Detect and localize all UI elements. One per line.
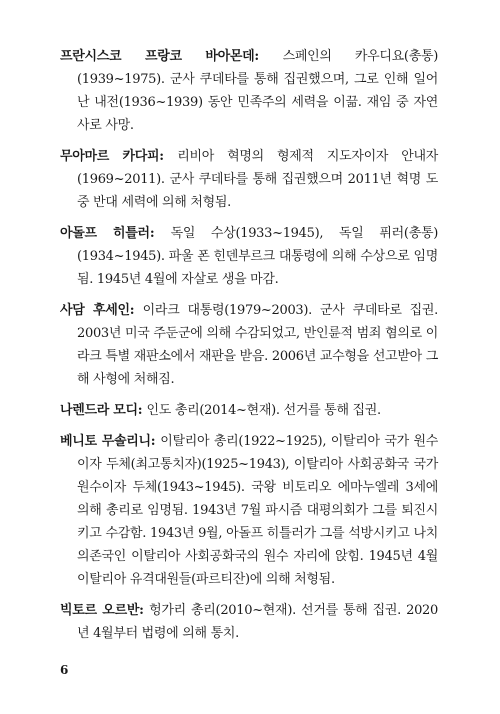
- entry-text: 인도 총리(2014~현재). 선거를 통해 집권.: [146, 403, 381, 418]
- entry-name: 베니토 무솔리니: [60, 434, 151, 449]
- page-number: 6: [60, 663, 69, 677]
- entry-hitler: [60, 222, 438, 291]
- entry-text: 리비아 혁명의 형제적 지도자이자 안내자(1969~2011). 군사 쿠데타를 통해 집권했으며 2011년 혁명 도중 반대 세력에 의해 처형됨.: [77, 149, 438, 210]
- entry-separator: :: [139, 603, 150, 618]
- entry-separator: :: [159, 149, 178, 164]
- entry-separator: :: [150, 434, 161, 449]
- entry-separator: :: [137, 403, 147, 418]
- entry-separator: :: [129, 303, 143, 318]
- entry-text: 헝가리 총리(2010~현재). 선거를 통해 집권. 2020년 4월부터 법령에 의해 통치.: [77, 603, 438, 641]
- entry-text: 독일 수상(1933~1945), 독일 퓌러(총통)(1934~1945). 파울 폰 힌덴부르크 대통령에 의해 수상으로 임명됨. 1945년 4월에 자살로 생을 마감.: [77, 226, 438, 287]
- entry-name: 아돌프 히틀러: [60, 226, 150, 241]
- entry-gaddafi: [60, 145, 438, 214]
- entry-modi: [60, 399, 438, 422]
- entry-name: 사담 후세인: [60, 303, 130, 318]
- entry-franco: [60, 45, 438, 137]
- entry-hussein: [60, 299, 438, 391]
- entry-separator: :: [149, 226, 171, 241]
- entry-text: 스페인의 카우디요(총통)(1939~1975). 군사 쿠데타를 통해 집권했으며, 그로 인해 일어난 내전(1936~1939) 동안 민족주의 세력을 이끎. 재임 중 자연사로 사망.: [77, 49, 438, 133]
- entry-name: 빅토르 오르반: [60, 603, 140, 618]
- entry-list: [60, 45, 438, 653]
- entry-separator: :: [254, 49, 283, 64]
- entry-name: 나렌드라 모디: [60, 403, 138, 418]
- entry-orban: [60, 599, 438, 645]
- entry-name: 프란시스코 프랑코 바아몬데: [60, 49, 255, 64]
- entry-text: 이탈리아 총리(1922~1925), 이탈리아 국가 원수이자 두체(최고통치자)(1925~1943), 이탈리아 사회공화국 국가 원수이자 두체(1943~1945). 국왕 비토리오 에마누엘레 3세에 의해 총리로 임명됨. 1943년 7월 파시즘 대평의회가 그를 퇴진시키고 수감함. 1943년 9월, 아돌프 히틀러가 그를 석방시키고 나치 의존국인 이탈리아 사회공화국의 원수 자리에 앉힘. 1945년 4월 이탈리아 유격대원들(파르티잔)에 의해 처형됨.: [77, 434, 438, 587]
- entry-text: 이라크 대통령(1979~2003). 군사 쿠데타로 집권. 2003년 미국 주둔군에 의해 수감되었고, 반인륜적 범죄 혐의로 이라크 특별 재판소에서 재판을 받음. 2006년 교수형을 선고받아 그해 사형에 처해짐.: [77, 303, 438, 387]
- entry-mussolini: [60, 430, 438, 591]
- entry-name: 무아마르 카다피: [60, 149, 160, 164]
